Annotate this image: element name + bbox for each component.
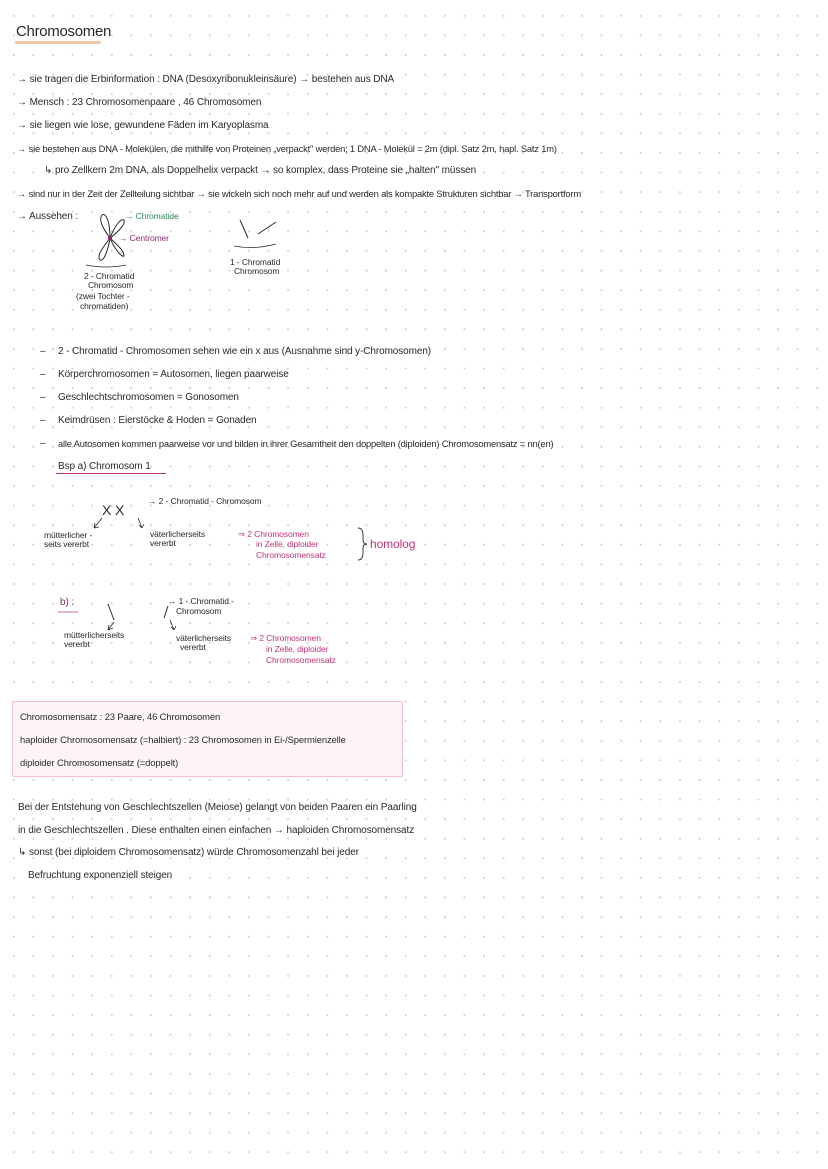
- intro-line: → Mensch : 23 Chromosomenpaare , 46 Chromosomen: [17, 97, 262, 108]
- example-b-one-chromatid-label: → 1 - Chromatid -: [168, 596, 234, 606]
- bullet-dash: –: [40, 346, 46, 357]
- closing-line: ↳ sonst (bei diploidem Chromosomensatz) würde Chromosomenzahl bei jeder: [18, 847, 359, 858]
- closing-line: in die Geschlechtszellen . Diese enthalten einen einfachen → haploiden Chromosomensatz: [18, 825, 415, 836]
- closing-line: Bei der Entstehung von Geschlechtszellen (Meiose) gelangt von beiden Paaren ein Paarling: [18, 802, 417, 813]
- intro-line: → sie liegen wie lose, gewundene Fäden im Karyoplasma: [17, 120, 269, 131]
- bullet-dash: –: [40, 438, 46, 449]
- example-a-x-symbols: X X: [102, 502, 125, 518]
- bullet-dash: –: [40, 415, 46, 426]
- example-b-paternal: väterlicherseits: [176, 633, 232, 643]
- intro-subline: ↳ pro Zellkern 2m DNA, als Doppelhelix verpackt → so komplex, dass Proteine sie „halten" müssen: [44, 165, 477, 176]
- example-a-two-chromatid-label: → 2 - Chromatid - Chromosom: [148, 496, 262, 506]
- example-b-maternal: vererbt: [64, 639, 90, 649]
- intro-line: → sie tragen die Erbinformation : DNA (Desoxyribonukleinsäure) → bestehen aus DNA: [17, 74, 395, 85]
- two-chromatid-caption: chromatiden): [80, 301, 129, 311]
- bullet-text: alle Autosomen kommen paarweise vor und bilden in ihrer Gesamtheit den doppelten (diploiden) Chromosomensatz = nn(en): [58, 438, 554, 449]
- summary-line: Chromosomensatz : 23 Paare, 46 Chromosomen: [20, 711, 221, 722]
- example-a-maternal: seits vererbt: [44, 539, 89, 549]
- closing-line: Befruchtung exponenziell steigen: [28, 870, 173, 881]
- example-b-chromosome-strokes: [100, 598, 180, 632]
- example-b-heading-underline: [58, 610, 80, 614]
- summary-line: diploider Chromosomensatz (=doppelt): [20, 757, 179, 768]
- summary-line: haploider Chromosomensatz (=halbiert) : 23 Chromosomen in Ei-/Spermienzelle: [20, 734, 346, 745]
- intro-line: → sie bestehen aus DNA - Molekülen, die mithilfe von Proteinen „verpackt" werden; 1 DNA - Molekül = 2m (dipl. Satz 2m, hapl. Satz 1m): [17, 143, 557, 154]
- chromatide-label: → Chromatide: [125, 211, 179, 221]
- one-chromatid-caption: Chromosom: [234, 266, 280, 276]
- page-title: Chromosomen: [16, 23, 112, 40]
- bullet-text: Keimdrüsen : Eierstöcke & Hoden = Gonaden: [58, 415, 257, 426]
- example-a-result: ⇒ 2 Chromosomen: [238, 529, 309, 539]
- example-b-one-chromatid-label: Chromosom: [176, 606, 222, 616]
- intro-line: → Aussehen :: [17, 211, 79, 222]
- example-b-heading: b) :: [60, 597, 75, 608]
- example-a-heading: Bsp a) Chromosom 1: [58, 461, 151, 472]
- two-chromatid-caption: 2 - Chromatid: [84, 271, 135, 281]
- example-b-result: in Zelle, diploider: [266, 644, 329, 654]
- example-b-paternal: vererbt: [180, 642, 206, 652]
- bullet-dash: –: [40, 392, 46, 403]
- example-a-arrows: [90, 516, 150, 534]
- example-b-maternal: mütterlicherseits: [64, 630, 125, 640]
- example-b-result: ⇒ 2 Chromosomen: [250, 633, 321, 643]
- example-a-result: Chromosomensatz: [256, 550, 326, 560]
- example-a-underline: [56, 473, 166, 474]
- one-chromatid-caption: 1 - Chromatid: [230, 257, 281, 267]
- homolog-label: homolog: [370, 537, 416, 551]
- centromer-label: → Centromer: [119, 233, 169, 243]
- bullet-dash: –: [40, 369, 46, 380]
- two-chromatid-caption: (zwei Tochter -: [76, 291, 130, 301]
- intro-line: → sind nur in der Zeit der Zellteilung sichtbar → sie wickeln sich noch mehr auf und werden als kompakte Strukturen sichtbar → Transportform: [17, 188, 581, 199]
- example-a-paternal: väterlicherseits: [150, 529, 206, 539]
- homolog-brace: [357, 527, 369, 561]
- bullet-text: Geschlechtschromosomen = Gonosomen: [58, 392, 239, 403]
- bullet-text: 2 - Chromatid - Chromosomen sehen wie ein x aus (Ausnahme sind y-Chromosomen): [58, 346, 432, 357]
- title-highlight: [15, 41, 101, 44]
- example-a-paternal: vererbt: [150, 538, 176, 548]
- example-b-result: Chromosomensatz: [266, 655, 336, 665]
- bullet-text: Körperchromosomen = Autosomen, liegen paarweise: [58, 369, 289, 380]
- two-chromatid-caption: Chromosom: [88, 280, 134, 290]
- example-a-maternal: mütterlicher -: [44, 530, 93, 540]
- one-chromatid-chromosome-drawing: [232, 216, 282, 252]
- example-a-result: in Zelle, diploider: [256, 539, 319, 549]
